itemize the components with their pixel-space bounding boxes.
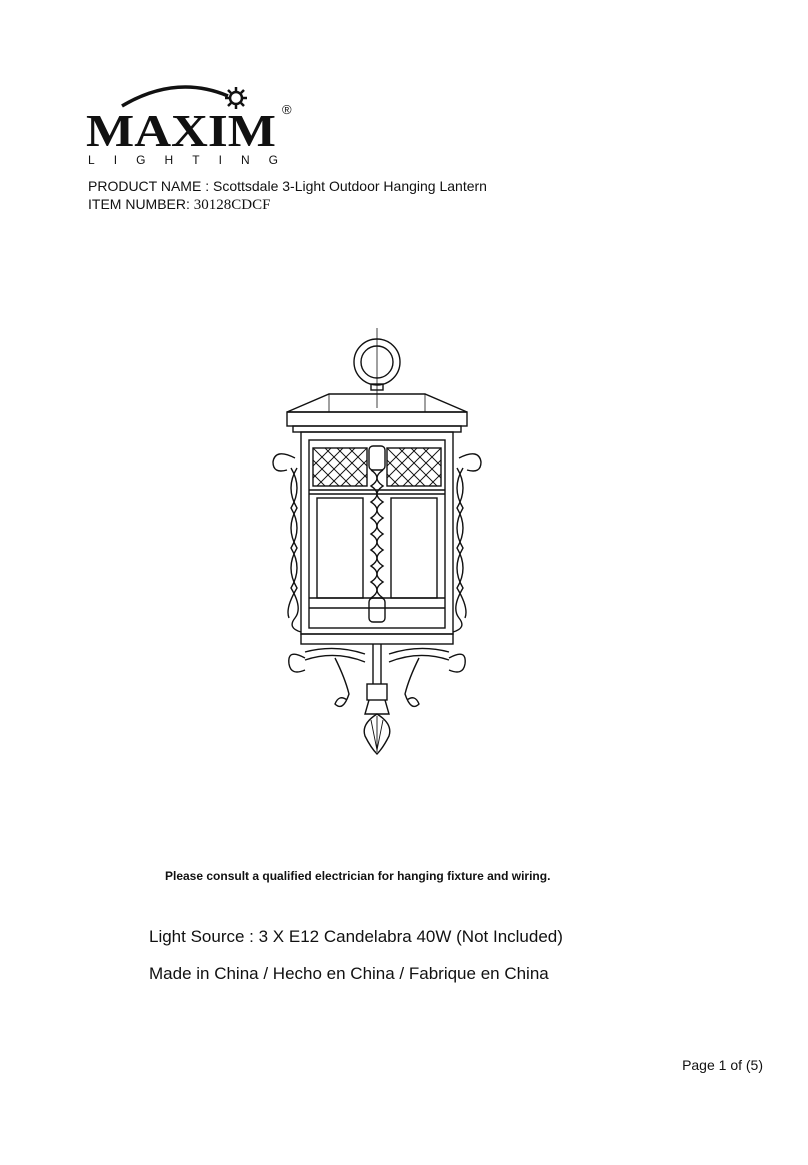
item-number-value: 30128CDCF	[193, 197, 271, 213]
brand-sub: LIGHTING	[88, 153, 278, 167]
item-number-label: ITEM NUMBER:	[88, 196, 194, 212]
electrician-notice: Please consult a qualified electrician for hanging fixture and wiring.	[165, 869, 551, 883]
product-name-label: PRODUCT NAME :	[88, 178, 213, 194]
registered-mark: ®	[282, 102, 292, 117]
product-name-line	[88, 178, 487, 194]
maxim-logo-icon	[86, 80, 301, 168]
lantern-illustration	[265, 328, 490, 763]
page-number: Page 1 of (5)	[682, 1057, 763, 1073]
product-name-value: Scottsdale 3-Light Outdoor Hanging Lantern	[212, 178, 487, 194]
brand-logo	[86, 80, 301, 168]
item-number-line	[88, 196, 270, 214]
light-source-spec: Light Source : 3 X E12 Candelabra 40W (Not Included)	[149, 927, 563, 946]
hanging-lantern-drawing-icon	[265, 328, 490, 763]
origin-spec: Made in China / Hecho en China / Fabrique en China	[149, 964, 549, 983]
brand-name: MAXIM	[86, 105, 276, 156]
